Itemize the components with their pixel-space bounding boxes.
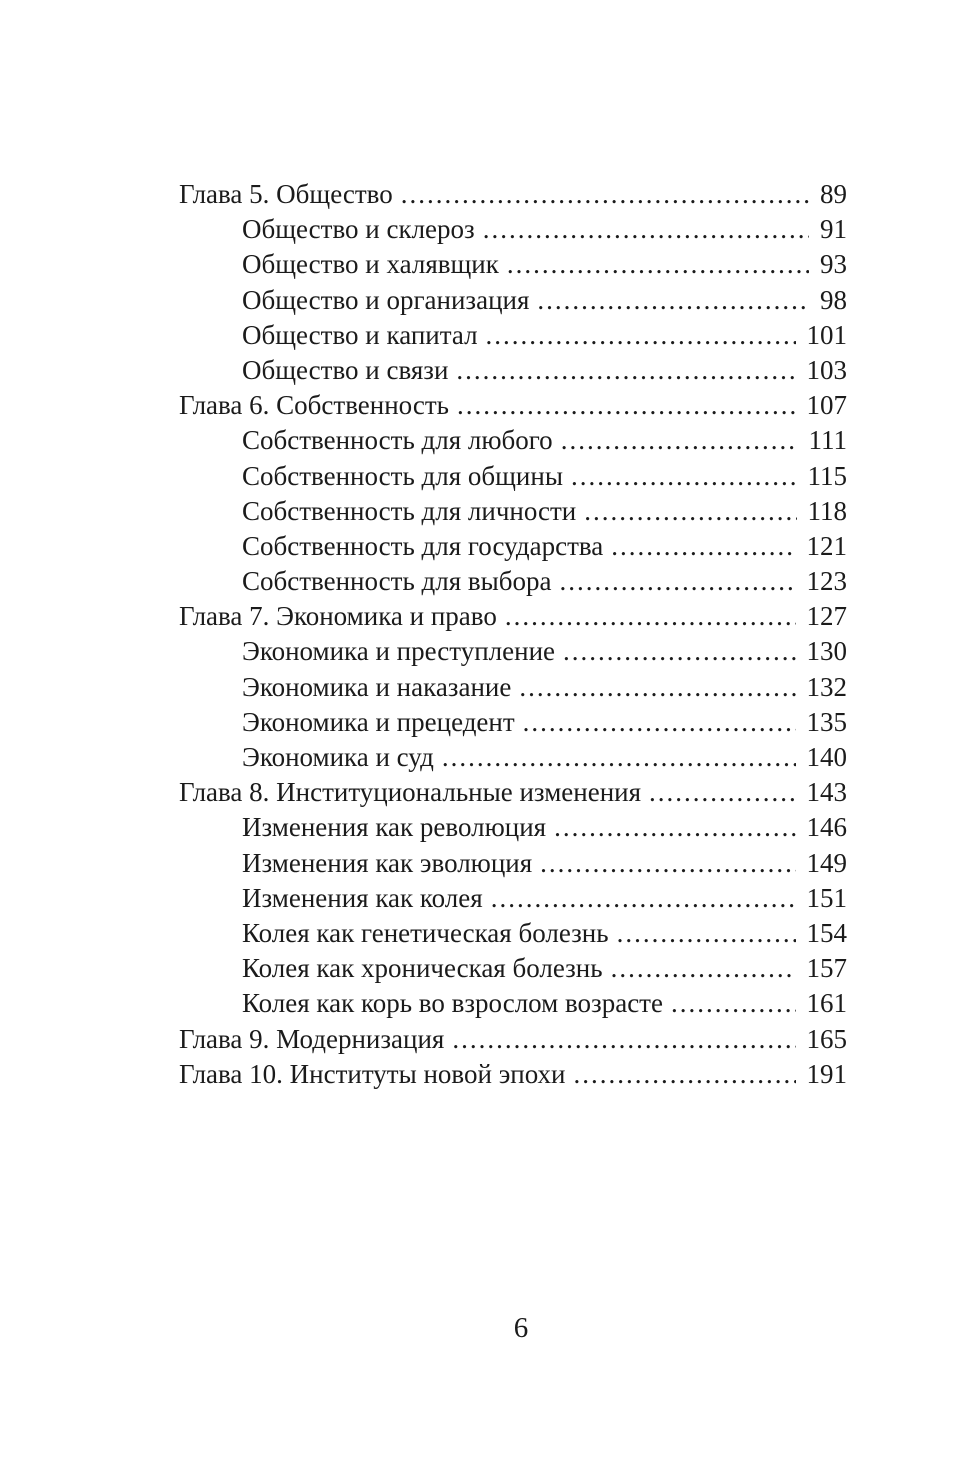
dot-leader	[401, 177, 809, 212]
toc-entry	[179, 247, 847, 282]
toc-entry-label: Собственность для личности	[242, 495, 577, 526]
dot-leader	[611, 529, 795, 564]
dot-leader	[483, 212, 809, 247]
toc-entry-page: 107	[806, 390, 847, 421]
toc-entry	[179, 494, 847, 529]
toc-entry-page: 111	[808, 425, 847, 456]
dot-leader	[571, 459, 797, 494]
toc-entry-label: Глава 5. Общество	[179, 179, 393, 209]
toc-entry-label: Общество и капитал	[242, 319, 478, 350]
toc-entry	[179, 212, 847, 247]
dot-leader	[507, 247, 809, 282]
dot-leader	[611, 951, 796, 986]
toc-entry-label: Экономика и суд	[242, 742, 434, 772]
toc-entry-page: 101	[806, 319, 847, 350]
toc-entry-page: 154	[806, 917, 847, 948]
toc-entry	[179, 775, 847, 810]
dot-leader	[540, 846, 795, 881]
toc-entry	[179, 318, 847, 353]
toc-entry	[179, 1057, 847, 1092]
dot-leader	[561, 423, 798, 458]
toc-entry	[179, 810, 847, 845]
toc-entry-label: Экономика и преступление	[242, 636, 556, 667]
toc-entry-label: Изменения как революция	[242, 812, 547, 843]
toc-entry-page: 127	[806, 601, 847, 632]
toc-entry-label: Глава 8. Институциональные изменения	[179, 777, 642, 808]
dot-leader	[671, 986, 796, 1021]
dot-leader	[560, 564, 796, 599]
toc-entry	[179, 916, 847, 951]
dot-leader	[442, 740, 796, 775]
toc-entry-label: Общество и склероз	[242, 214, 475, 245]
dot-leader	[554, 810, 795, 845]
toc-entry	[179, 670, 847, 705]
toc-entry	[179, 881, 847, 916]
toc-entry	[179, 459, 847, 494]
toc-entry-page: 161	[806, 988, 847, 1019]
toc-entry-page: 123	[806, 566, 847, 597]
toc-entry-label: Общество и халявщик	[242, 249, 499, 280]
toc-entry-page: 103	[806, 354, 847, 385]
toc-entry	[179, 353, 847, 388]
toc-entry	[179, 846, 847, 881]
toc-entry	[179, 388, 847, 423]
dot-leader	[491, 881, 796, 916]
toc-entry	[179, 634, 847, 669]
toc-entry	[179, 177, 847, 212]
toc-entry	[179, 986, 847, 1021]
dot-leader	[523, 705, 796, 740]
toc-entry-page: 149	[806, 847, 847, 878]
toc-entry-page: 157	[806, 953, 847, 984]
toc-entry-page: 165	[806, 1023, 847, 1054]
toc-entry-label: Глава 7. Экономика и право	[179, 601, 497, 632]
toc-entry-page: 143	[806, 777, 847, 808]
toc-entry-label: Собственность для государства	[242, 530, 604, 561]
dot-leader	[617, 916, 796, 951]
toc-entry-page: 121	[806, 530, 847, 561]
toc-entry-page: 135	[806, 706, 847, 737]
toc-entry	[179, 951, 847, 986]
toc-entry-label: Глава 10. Институты новой эпохи	[179, 1058, 566, 1089]
toc-entry	[179, 1022, 847, 1057]
toc-entry-page: 132	[806, 671, 847, 702]
toc-entry-page: 130	[806, 636, 847, 667]
toc-entry-label: Колея как генетическая болезнь	[242, 917, 609, 948]
table-of-contents	[179, 177, 847, 1092]
toc-entry-label: Собственность для выбора	[242, 566, 552, 597]
toc-entry-label: Экономика и прецедент	[242, 706, 515, 737]
toc-entry-page: 118	[807, 495, 847, 526]
dot-leader	[457, 388, 796, 423]
toc-entry	[179, 740, 847, 775]
toc-entry-page: 115	[807, 460, 847, 491]
toc-entry-page: 146	[806, 812, 847, 843]
toc-entry-label: Глава 9. Модернизация	[179, 1023, 445, 1054]
toc-entry	[179, 705, 847, 740]
toc-entry-page: 151	[806, 882, 847, 913]
toc-entry	[179, 599, 847, 634]
dot-leader	[505, 599, 796, 634]
toc-entry-label: Изменения как эволюция	[242, 847, 533, 878]
toc-entry	[179, 423, 847, 458]
toc-entry-label: Колея как корь во взрослом возрасте	[242, 988, 663, 1019]
toc-entry-label: Экономика и наказание	[242, 671, 512, 702]
dot-leader	[574, 1057, 796, 1092]
toc-entry-label: Собственность для общины	[242, 460, 563, 491]
toc-entry-label: Общество и организация	[242, 284, 530, 315]
toc-entry-page: 93	[820, 249, 847, 280]
toc-entry-label: Колея как хроническая болезнь	[242, 953, 603, 984]
dot-leader	[584, 494, 796, 529]
toc-entry-page: 191	[806, 1058, 847, 1089]
dot-leader	[456, 353, 795, 388]
toc-entry-page: 89	[820, 179, 847, 209]
toc-entry	[179, 564, 847, 599]
dot-leader	[519, 670, 795, 705]
toc-entry-label: Изменения как колея	[242, 882, 483, 913]
toc-entry-label: Общество и связи	[242, 354, 449, 385]
toc-entry	[179, 529, 847, 564]
dot-leader	[452, 1022, 795, 1057]
page-folio: 6	[513, 1312, 529, 1344]
dot-leader	[537, 283, 809, 318]
dot-leader	[563, 634, 795, 669]
dot-leader	[486, 318, 796, 353]
toc-entry-page: 91	[820, 214, 847, 245]
toc-entry-label: Собственность для любого	[242, 425, 553, 456]
toc-entry-page: 98	[820, 284, 847, 315]
dot-leader	[649, 775, 795, 810]
toc-entry	[179, 283, 847, 318]
toc-entry-page: 140	[806, 742, 847, 772]
toc-entry-label: Глава 6. Собственность	[179, 390, 449, 421]
